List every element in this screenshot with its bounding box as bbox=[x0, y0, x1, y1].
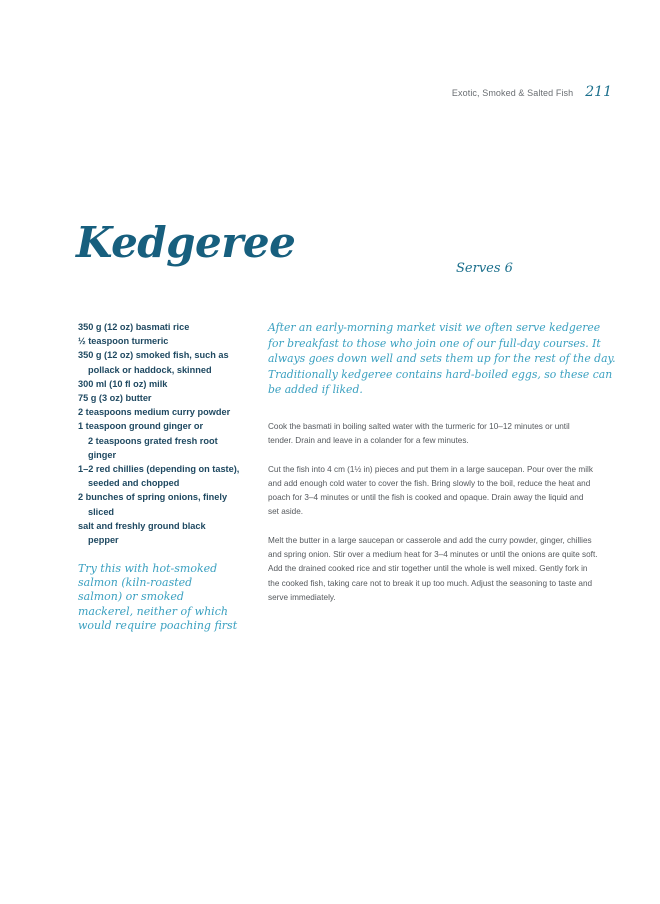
method-line: Melt the butter in a large saucepan or casserole and add the curry powder, ginger, chillies bbox=[268, 536, 592, 545]
tip-line: salmon (kiln-roasted bbox=[78, 576, 193, 590]
intro-line: always goes down well and sets them up for the rest of the day. bbox=[268, 352, 616, 366]
method-line: Cut the fish into 4 cm (1½ in) pieces and put them in a large saucepan. Pour over the milk bbox=[268, 464, 593, 474]
ingredient-item: 2 teaspoons grated fresh root bbox=[88, 435, 218, 446]
tip-line: salmon) or smoked bbox=[78, 590, 184, 604]
ingredient-item: sliced bbox=[88, 506, 115, 517]
method bbox=[268, 420, 620, 619]
intro-line: be added if liked. bbox=[268, 383, 363, 397]
method-line: Cook the basmati in boiling salted water with the turmeric for 10–12 minutes or until bbox=[268, 422, 570, 431]
method-line: and add enough cold water to cover the fish. Bring slowly to the boil, reduce the heat and bbox=[268, 479, 591, 488]
method-line: and spring onion. Stir over a medium heat for 3–4 minutes or until the onions are quite soft. bbox=[268, 550, 598, 560]
method-line: poach for 3–4 minutes or until the fish is cooked and opaque. Drain away the liquid and bbox=[268, 493, 584, 503]
method-line: Add the drained cooked rice and stir together until the whole is well mixed. Gently fork in bbox=[268, 564, 588, 574]
ingredient-item: 1 teaspoon ground ginger or bbox=[78, 421, 204, 432]
page-number: 211 bbox=[585, 84, 612, 100]
recipe-intro bbox=[268, 320, 618, 398]
ingredient-item: pollack or haddock, skinned bbox=[88, 364, 212, 375]
ingredient-item: 75 g (3 oz) butter bbox=[78, 393, 152, 404]
method-line: the cooked fish, taking care not to break it up too much. Adjust the seasoning to taste and bbox=[268, 578, 593, 588]
ingredient-item: 2 teaspoons medium curry powder bbox=[78, 407, 231, 418]
recipe-title: Kedgeree bbox=[76, 218, 296, 267]
intro-line: Traditionally kedgeree contains hard-boiled eggs, so these can bbox=[268, 367, 613, 381]
method-line: serve immediately. bbox=[268, 592, 336, 602]
ingredient-item: pepper bbox=[88, 535, 119, 546]
ingredient-item: 300 ml (10 fl oz) milk bbox=[78, 378, 168, 389]
ingredient-item: 350 g (12 oz) smoked fish, such as bbox=[78, 350, 229, 361]
ingredient-item: 350 g (12 oz) basmati rice bbox=[78, 322, 190, 332]
section-title: Exotic, Smoked & Salted Fish bbox=[451, 88, 574, 98]
ingredient-item: seeded and chopped bbox=[88, 478, 180, 489]
intro-line: After an early-morning market visit we often serve kedgeree bbox=[268, 321, 601, 334]
ingredient-item: 2 bunches of spring onions, finely bbox=[78, 492, 228, 503]
tip-line: Try this with hot-smoked bbox=[78, 562, 218, 575]
tip-line: would require poaching first bbox=[78, 618, 238, 632]
serves-count: Serves 6 bbox=[456, 261, 513, 276]
ingredient-item: salt and freshly ground black bbox=[78, 520, 206, 531]
ingredient-item: ginger bbox=[88, 449, 117, 460]
method-line: tender. Drain and leave in a colander for a few minutes. bbox=[268, 436, 469, 446]
serving-tip bbox=[78, 562, 248, 633]
ingredient-item: 1–2 red chillies (depending on taste), bbox=[78, 464, 240, 475]
intro-line: for breakfast to those who join one of our full-day courses. It bbox=[268, 336, 601, 350]
method-line: set aside. bbox=[268, 507, 304, 517]
running-head bbox=[452, 84, 612, 100]
ingredient-item: ½ teaspoon turmeric bbox=[78, 336, 169, 347]
method-step bbox=[268, 420, 620, 448]
tip-line: mackerel, neither of which bbox=[78, 604, 228, 618]
method-step bbox=[268, 534, 620, 605]
method-step bbox=[268, 463, 620, 520]
ingredients-list bbox=[78, 320, 256, 547]
